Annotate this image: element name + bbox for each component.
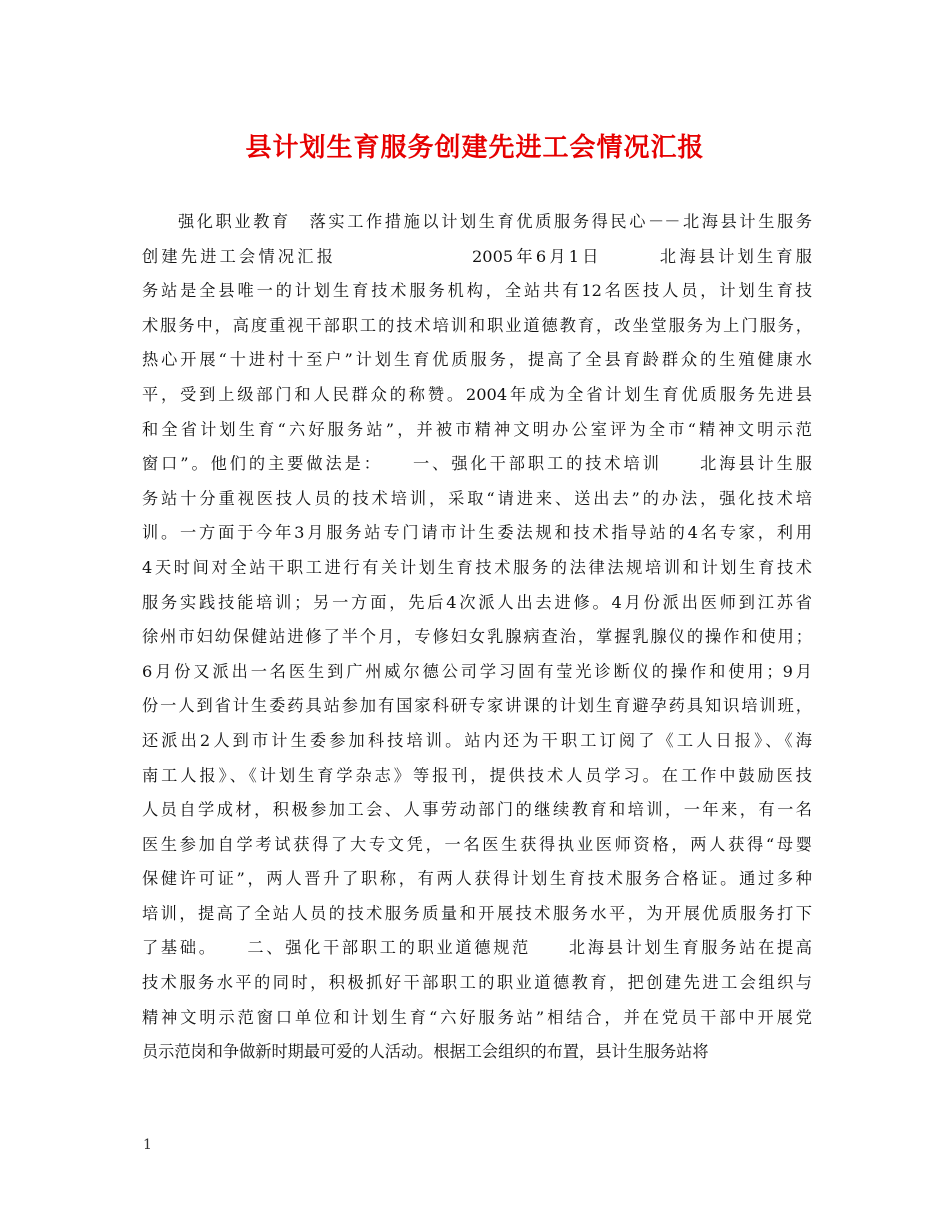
body-line: 窗口”。他们的主要做法是： 一、强化干部职工的技术培训 北海县计生服	[142, 454, 812, 474]
body-line: 务站十分重视医技人员的技术培训，采取“请进来、送出去”的办法，强化技术培	[142, 488, 812, 508]
body-line: 员示范岗和争做新时期最可爱的人活动。根据工会组织的布置，县计生服务站将	[142, 1042, 709, 1062]
body-line: 了基础。 二、强化干部职工的职业道德规范 北海县计划生育服务站在提高	[142, 938, 812, 958]
body-line: 6月份又派出一名医生到广州威尔德公司学习固有莹光诊断仪的操作和使用；9月	[142, 661, 812, 681]
body-line: 培训，提高了全站人员的技术服务质量和开展技术服务水平，为开展优质服务打下	[142, 903, 812, 923]
body-line: 平，受到上级部门和人民群众的称赞。2004年成为全省计划生育优质服务先进县	[142, 384, 812, 404]
body-line: 南工人报》、《计划生育学杂志》等报刊，提供技术人员学习。在工作中鼓励医技	[142, 765, 812, 785]
body-line: 强化职业教育 落实工作措施以计划生育优质服务得民心－－北海县计生服务	[178, 212, 812, 231]
document-title: 县计划生育服务创建先进工会情况汇报	[245, 133, 705, 163]
body-line: 人员自学成材，积极参加工会、人事劳动部门的继续教育和培训，一年来，有一名	[142, 800, 812, 820]
page-number: 1	[143, 1137, 152, 1153]
body-line: 和全省计划生育“六好服务站”，并被市精神文明办公室评为全市“精神文明示范	[142, 419, 812, 439]
document-body	[142, 205, 812, 1070]
body-line: 保健许可证”，两人晋升了职称，有两人获得计划生育技术服务合格证。通过多种	[142, 869, 812, 889]
body-line: 医生参加自学考试获得了大专文凭，一名医生获得执业医师资格，两人获得“母婴	[142, 834, 812, 854]
body-line: 创建先进工会情况汇报 2005年6月1日 北海县计划生育服	[142, 246, 812, 266]
body-line: 精神文明示范窗口单位和计划生育“六好服务站”相结合，并在党员干部中开展党	[142, 1007, 812, 1027]
body-line: 术服务中，高度重视干部职工的技术培训和职业道德教育，改坐堂服务为上门服务，	[142, 315, 812, 335]
body-line: 份一人到省计生委药具站参加有国家科研专家讲课的计划生育避孕药具知识培训班，	[142, 696, 812, 716]
body-line: 还派出2人到市计生委参加科技培训。站内还为干职工订阅了《工人日报》、《海	[142, 730, 812, 750]
body-line: 训。一方面于今年3月服务站专门请市计生委法规和技术指导站的4名专家，利用	[142, 523, 812, 543]
body-line: 热心开展“十进村十至户”计划生育优质服务，提高了全县育龄群众的生殖健康水	[142, 350, 812, 370]
body-line: 技术服务水平的同时，积极抓好干部职工的职业道德教育，把创建先进工会组织与	[142, 973, 812, 993]
body-line: 4天时间对全站干职工进行有关计划生育技术服务的法律法规培训和计划生育技术	[142, 557, 812, 577]
body-line: 服务实践技能培训；另一方面，先后4次派人出去进修。4月份派出医师到江苏省	[142, 592, 812, 612]
body-line: 徐州市妇幼保健站进修了半个月，专修妇女乳腺病查治，掌握乳腺仪的操作和使用；	[142, 627, 812, 647]
body-line: 务站是全县唯一的计划生育技术服务机构，全站共有12名医技人员，计划生育技	[142, 281, 812, 301]
